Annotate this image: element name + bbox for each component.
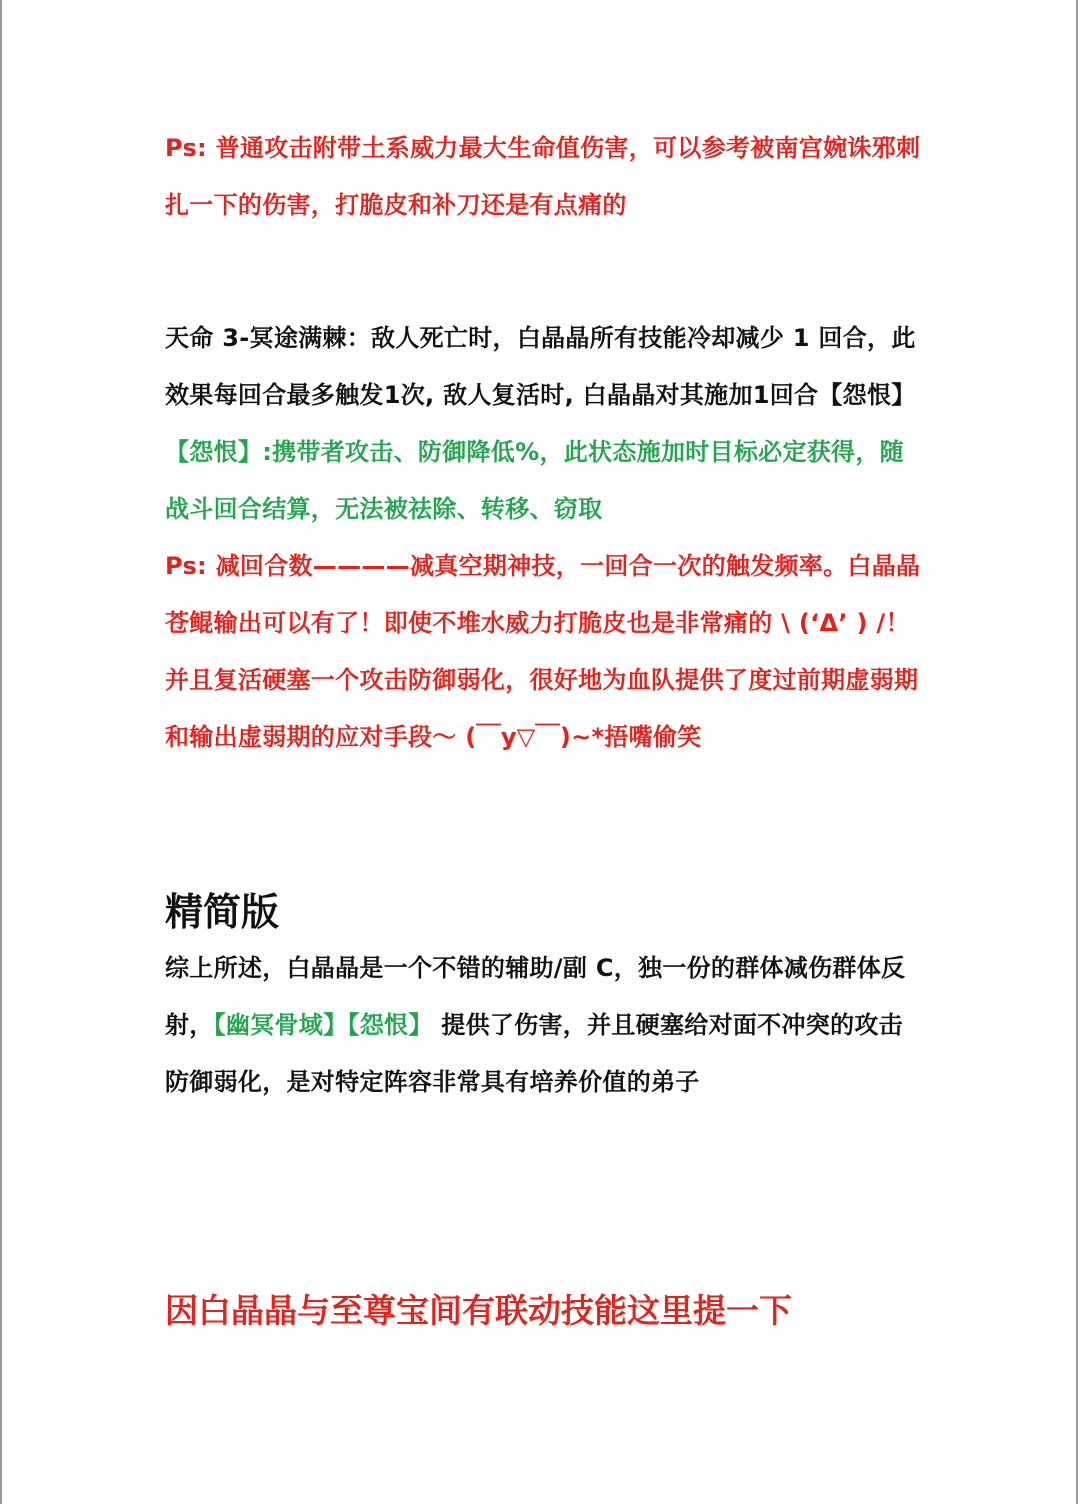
summary-text-part2: 提供了伤害，并且硬塞给对面不冲突的攻击防御弱化，是对特定阵容非常具有培养价值的弟子 [165,1011,903,1096]
summary-paragraph [165,940,921,1111]
summary-text-part1: 综上所述，白晶晶是一个不错的辅助/副 C，独一份的群体减伤群体反射， [165,954,906,1039]
page-left-border [0,0,4,1504]
ps-note-cooldown: Ps: 减回合数————减真空期神技，一回合一次的触发频率。白晶晶苍鲲输出可以有了！即使不堆水威力打脆皮也是非常痛的 \ (‘Δ’ ) /！ 并且复活硬塞一个攻击防御弱化，很好地为血队提供了度过前期虚弱期和输出虚弱期的应对手段～ (￣y▽￣)~*捂嘴偷笑 [165,552,921,751]
skill-description-fate3: 天命 3-冥途满棘：敌人死亡时，白晶晶所有技能冷却减少 1 回合，此效果每回合最多触发1次, 敌人复活时, 白晶晶对其施加1回合【怨恨】 [165,324,916,409]
tag-netherworld-bone-domain: 【幽冥骨域】 [213,1011,348,1039]
status-description-resentment: 【怨恨】:携带者攻击、防御降低%，此状态施加时目标必定获得，随战斗回合结算，无法被祛除、转移、窃取 [165,438,904,523]
tag-resentment: 【怨恨】 [347,1011,433,1039]
summary-title: 精简版 [165,890,280,934]
linked-skill-heading: 因白晶晶与至尊宝间有联动技能这里提一下 [165,1291,792,1330]
document-body [165,120,921,1341]
ps-note-normal-attack: Ps: 普通攻击附带土系威力最大生命值伤害，可以参考被南宫婉诛邪刺扎一下的伤害，打脆皮和补刀还是有点痛的 [165,134,921,219]
page-right-border [1076,0,1078,1504]
